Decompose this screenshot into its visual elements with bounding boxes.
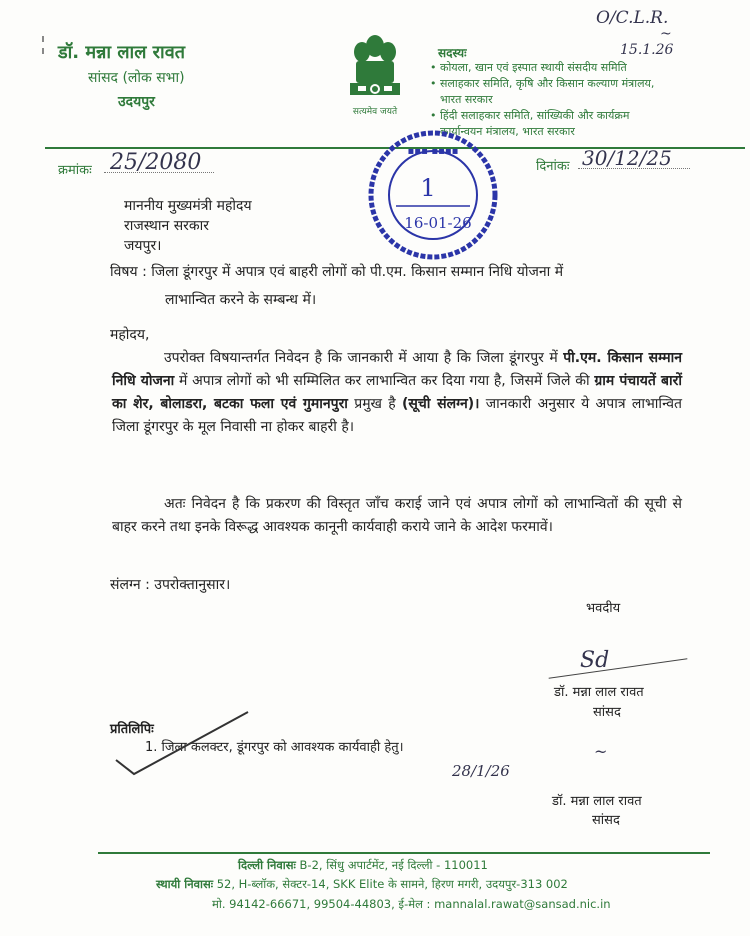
footer-delhi: दिल्ली निवासः B-2, सिंधु अपार्टमेंट, नई दिल्ली - 110011	[238, 858, 488, 872]
handwritten-corner-note: O/C.L.R.	[596, 8, 669, 28]
body-paragraph-2: अतः निवेदन है कि प्रकरण की विस्तृत जाँच कराई जाने एवं अपात्र लोगों को लाभान्वितों की सूची से बाहर करने तथा इनके विरूद्ध आवश्यक कानूनी कार्यवाही कराये जाने के आदेश फरमावें।	[112, 496, 682, 535]
margin-mark	[42, 36, 48, 54]
addressee-line: जयपुर।	[124, 238, 162, 254]
addressee-line: माननीय मुख्यमंत्री महोदय	[124, 198, 252, 214]
member-title: सदस्यः	[438, 46, 467, 60]
handwritten-initials: ~	[660, 26, 672, 42]
salutation: महोदय,	[110, 327, 150, 343]
svg-text:▪▪▪ ▪▪▪▪: ▪▪▪ ▪▪▪▪	[407, 146, 459, 157]
date-dots	[578, 168, 690, 169]
handwritten-corner-date: 15.1.26	[620, 42, 674, 58]
stamp-number: 1	[420, 174, 436, 202]
national-emblem-icon	[338, 28, 412, 124]
date-label: दिनांकः	[536, 159, 570, 174]
signature-stroke	[549, 658, 688, 678]
footer-contact: मो. 94142-66671, 99504-44803, ई-मेल : mannalal.rawat@sansad.nic.in	[212, 897, 611, 911]
signature-mark: Sd	[580, 648, 610, 673]
emblem-motto: सत्यमेव जयते	[352, 107, 398, 117]
date-value: 30/12/25	[582, 146, 672, 170]
handwritten-initials-2: ~	[594, 742, 608, 761]
receipt-stamp	[366, 128, 501, 263]
membership-item: भारत सरकार	[440, 93, 493, 106]
ref-label: क्रमांकः	[58, 163, 92, 178]
signatory-2-name: डॉ. मन्ना लाल रावत	[552, 794, 642, 809]
ref-number: 25/2080	[110, 150, 202, 175]
body-paragraph-1: उपरोक्त विषयान्तर्गत निवेदन है कि जानकारी में आया है कि जिला डूंगरपुर में पी.एम. किसान सम्मान निधि योजना में अपात्र लोगों को भी सम्मिलित कर लाभान्वित कर दिया गया है, जिसमें जिले की ग्राम पंचायतें बारों का शेर, बोलाडरा, बटका फला एवं गुमानपुरा प्रमुख है (सूची संलग्न)। जानकारी अनुसार ये अपात्र लाभान्वित जिला डूंगरपुर के मूल निवासी ना होकर बाहरी है।	[112, 350, 683, 435]
footer-rule	[98, 852, 710, 854]
membership-item: • कोयला, खान एवं इस्पात स्थायी संसदीय समिति	[430, 61, 627, 74]
handwritten-note: 28/1/26	[452, 762, 510, 780]
membership-item: • हिंदी सलाहकार समिति, सांख्यिकी और कार्यक्रम	[430, 109, 630, 122]
signatory-role: सांसद	[593, 705, 621, 720]
copy-item: 1. जिला कलक्टर, डूंगरपुर को आवश्यक कार्यवाही हेतु।	[145, 740, 404, 755]
footer-permanent: स्थायी निवासः 52, H-ब्लॉक, सेक्टर-14, SKK Elite के सामने, हिरण मगरी, उदयपुर-313 002	[156, 877, 568, 891]
copy-title: प्रतिलिपिः	[110, 722, 154, 737]
addressee-line: राजस्थान सरकार	[124, 218, 209, 234]
stamp-date: 16-01-26	[404, 214, 472, 232]
sender-role: सांसद (लोक सभा)	[88, 70, 185, 86]
checkmark-icon	[112, 708, 252, 778]
closing: भवदीय	[586, 601, 621, 616]
membership-item: कार्यान्वयन मंत्रालय, भारत सरकार	[440, 125, 575, 138]
subject-line: विषय : जिला डूंगरपुर में अपात्र एवं बाहरी लोगों को पी.एम. किसान सम्मान निधि योजना में	[110, 264, 564, 280]
signatory-2-role: सांसद	[592, 813, 620, 828]
subject-line-2: लाभान्वित करने के सम्बन्ध में।	[165, 292, 317, 308]
sender-name: डॉ. मन्ना लाल रावत	[58, 42, 185, 63]
ref-dots	[104, 172, 214, 173]
signatory-name: डॉ. मन्ना लाल रावत	[554, 685, 644, 700]
membership-item: • सलाहकार समिति, कृषि और किसान कल्याण मंत्रालय,	[430, 77, 655, 90]
enclosure: संलग्न : उपरोक्तानुसार।	[110, 577, 231, 593]
sender-city: उदयपुर	[118, 94, 155, 110]
